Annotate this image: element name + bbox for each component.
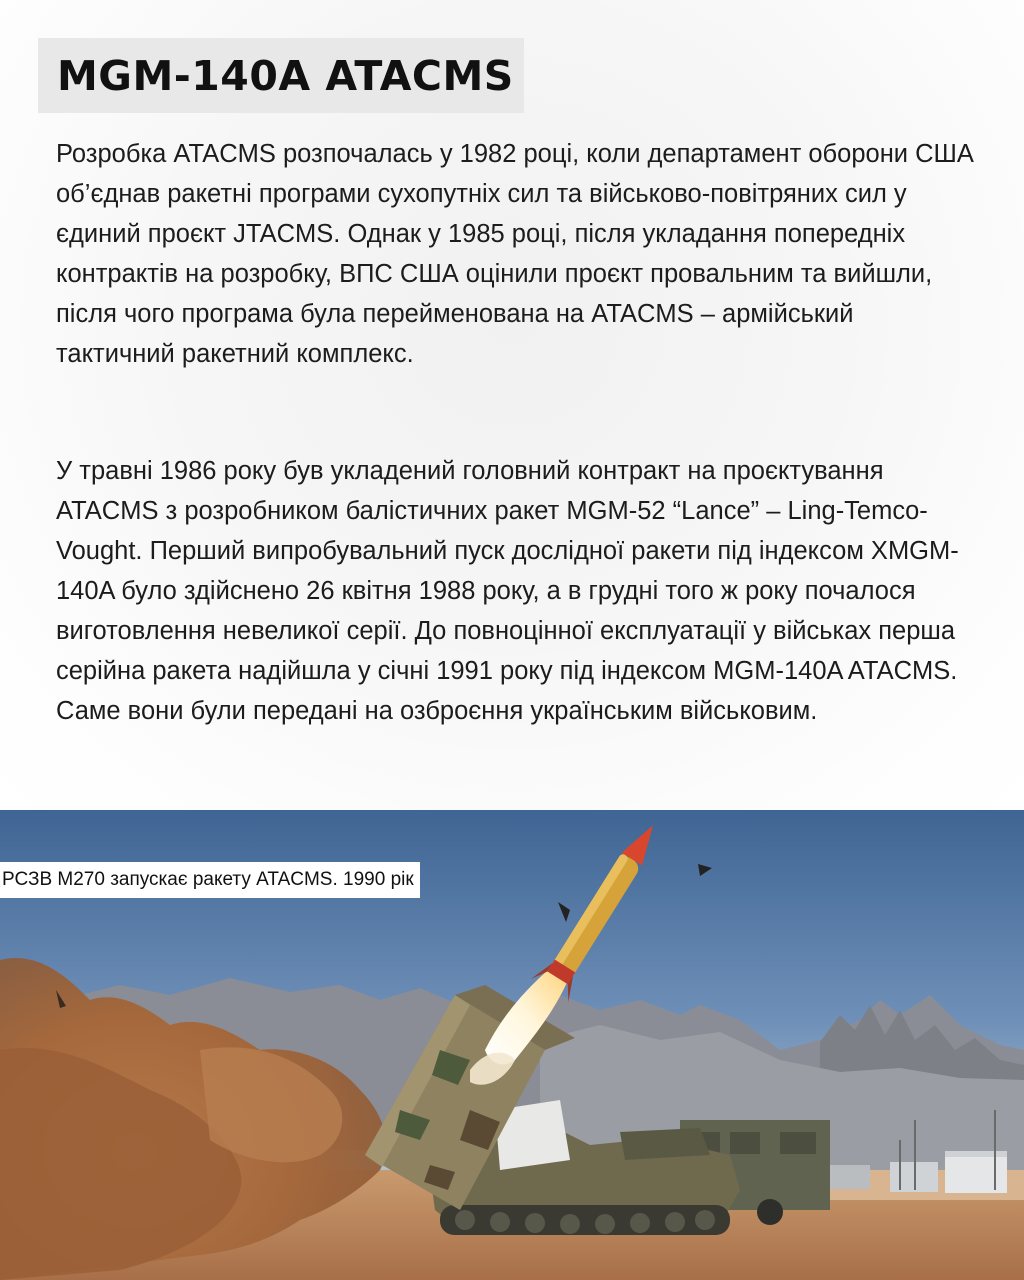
paragraph-history: Розробка ATACMS розпочалась у 1982 році, коли департамент оборони США об’єднав ракетні програми сухопутніх сил та військово-повітряних сил у єдиний проєкт JTACMS. Однак у 1985 році, після укладання попередніх контрактів на розробку, ВПС США оцінили проєкт провальним та вийшли, після чого програма була перейменована на ATACMS – армійський тактичний ракетний комплекс.: [56, 140, 974, 368]
paragraph-contract: У травні 1986 року був укладений головний контракт на проєктування ATACMS з розробником балістичних ракет MGM-52 “Lance” – Ling-Temco-Vought. Перший випробувальний пуск дослідної ракети під індексом XMGM-140A було здійснено 26 квітня 1988 року, а в грудні того ж року почалося виготовлення невеликої серії. До повноцінної експлуатації у військах перша серійна ракета надійшла у січні 1991 року під індексом MGM-140A ATACMS. Саме вони були передані на озброєння українським військовим.: [56, 457, 959, 725]
page-title: MGM-140A ATACMS: [57, 51, 514, 100]
title-box: [38, 38, 524, 113]
photo-caption: РСЗВ М270 запускає ракету ATACMS. 1990 рік: [0, 862, 420, 898]
